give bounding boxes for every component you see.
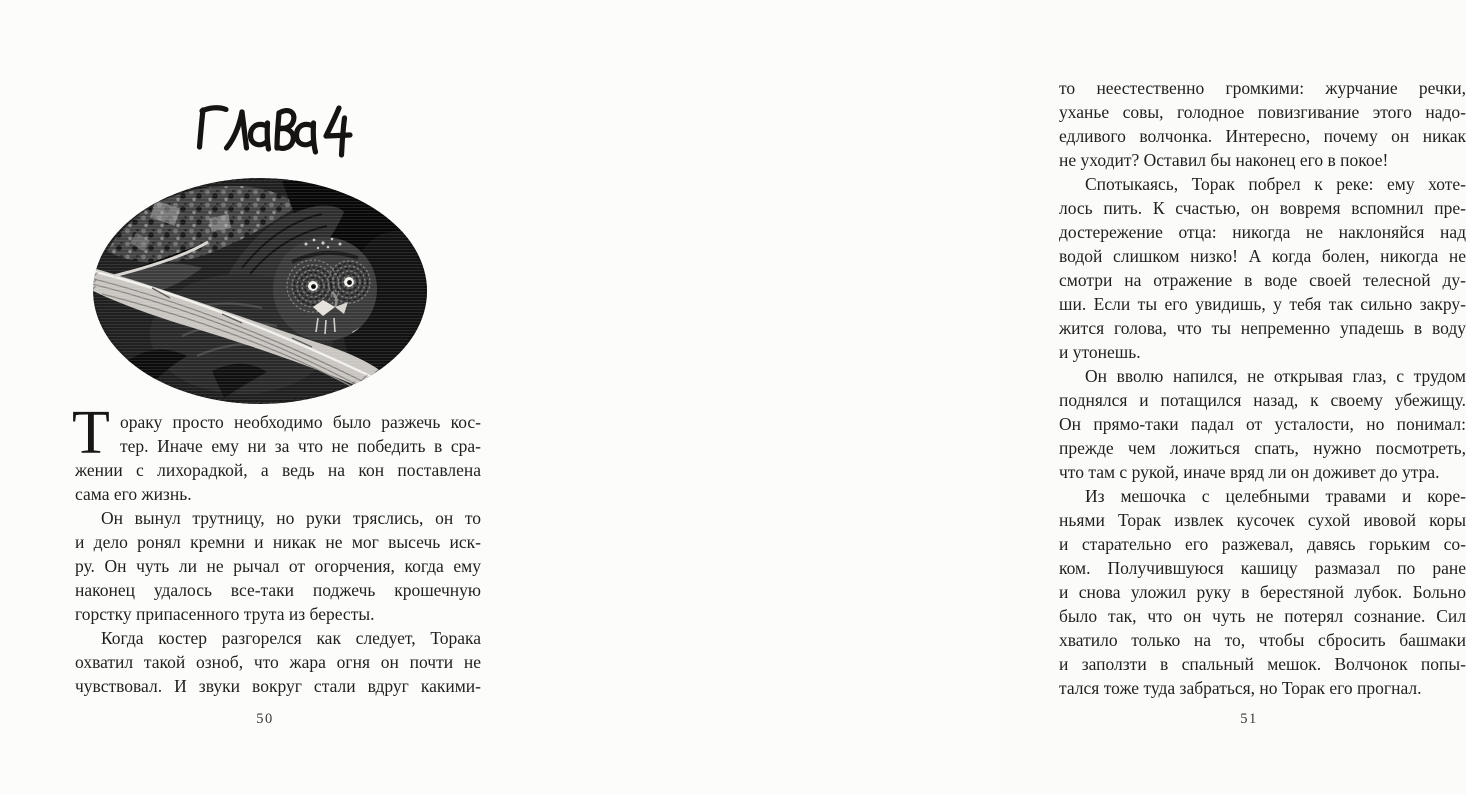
text-line: ньями Торак извлек кусочек сухой ивовой коры (1059, 510, 1466, 530)
text-line: ораку просто необходимо было разжечь кос- (120, 412, 481, 432)
drop-cap: Т (72, 399, 110, 467)
right-page-text (1059, 76, 1466, 700)
text-line: горстку припасенного трута из бересты. (75, 604, 375, 624)
text-line: Когда костер разгорелся как следует, Торака (101, 628, 481, 648)
paragraph (1059, 76, 1466, 172)
text-line: и старательно его разжевал, давясь горьким со- (1059, 534, 1466, 554)
text-line: что там с рукой, иначе вряд ли он доживет до утра. (1059, 462, 1440, 482)
text-line: хватило только на то, чтобы сбросить башмаки (1059, 630, 1466, 650)
text-line: тался тоже туда забраться, но Торак его прогнал. (1059, 678, 1422, 698)
paragraph (1059, 364, 1466, 484)
text-line: и утонешь. (1059, 342, 1141, 362)
text-line: сама его жизнь. (75, 484, 192, 504)
text-line: Он вынул трутницу, но руки тряслись, он то (101, 508, 481, 528)
text-line: прежде чем ложиться спать, нужно посмотреть, (1059, 438, 1466, 458)
text-line: Он вволю напился, не открывая глаз, с трудом (1085, 366, 1466, 386)
paragraph (1059, 484, 1466, 700)
text-line: не уходит? Оставил бы наконец его в покое! (1059, 150, 1389, 170)
text-line: то неестественно громкими: журчание речки, (1059, 78, 1466, 98)
paragraph (75, 506, 481, 626)
paragraph (75, 626, 481, 698)
text-line: было так, что он чуть не потерял сознание. Сил (1059, 606, 1466, 626)
right-page (500, 0, 1466, 795)
text-line: тер. Иначе ему ни за что не победить в сра- (120, 436, 481, 456)
text-line: уханье совы, голодное повизгивание этого надо- (1059, 102, 1466, 122)
text-line: ши. Если ты его увидишь, у тебя так сильно закру- (1059, 294, 1466, 314)
page-number-left: 50 (256, 711, 274, 727)
text-line: едливого волчонка. Интересно, почему он никак (1059, 126, 1466, 146)
text-line: и снова уложил руку в берестяной лубок. Больно (1059, 582, 1466, 602)
text-line: смотри на отражение в воде своей телесной ду- (1059, 270, 1466, 290)
left-page (0, 0, 500, 795)
text-line: ком. Получившуюся кашицу размазал по ране (1059, 558, 1466, 578)
text-line: и дело ронял кремни и никак не мог высечь иск- (75, 532, 481, 552)
text-line: Спотыкаясь, Торак побрел к реке: ему хоте- (1085, 174, 1466, 194)
text-line: Он прямо-таки падал от усталости, но понимал: (1059, 414, 1466, 434)
text-line: чувствовал. И звуки вокруг стали вдруг какими- (75, 676, 481, 696)
text-line: охватил такой озноб, что жара огня он почти не (75, 652, 481, 672)
chapter-title-lettering (193, 102, 363, 162)
paragraph (72, 399, 481, 506)
text-line: достережение отца: никогда не наклоняйся над (1059, 222, 1466, 242)
text-line: поднялся и потащился назад, к своему убежищу. (1059, 390, 1466, 410)
owl-engraving (92, 176, 428, 406)
text-line: жится голова, что ты непременно упадешь в воду (1059, 318, 1466, 338)
left-page-text (72, 399, 481, 698)
text-line: наконец удалось все-таки поджечь крошечную (75, 580, 481, 600)
chapter-title (193, 102, 363, 162)
text-line: лось пить. К счастью, он вовремя вспомнил пре- (1059, 198, 1466, 218)
chapter-illustration (92, 176, 428, 406)
text-line: ру. Он чуть ли не рычал от огорчения, когда ему (75, 556, 481, 576)
text-line: и заползти в спальный мешок. Волчонок попы- (1059, 654, 1466, 674)
text-line: водой слишком низко! А когда болен, никогда не (1059, 246, 1466, 266)
text-line: Из мешочка с целебными травами и коре- (1085, 486, 1466, 506)
paragraph (1059, 172, 1466, 364)
text-line: жении с лихорадкой, а ведь на кон поставлена (75, 460, 481, 480)
page-number-right: 51 (1240, 711, 1258, 727)
